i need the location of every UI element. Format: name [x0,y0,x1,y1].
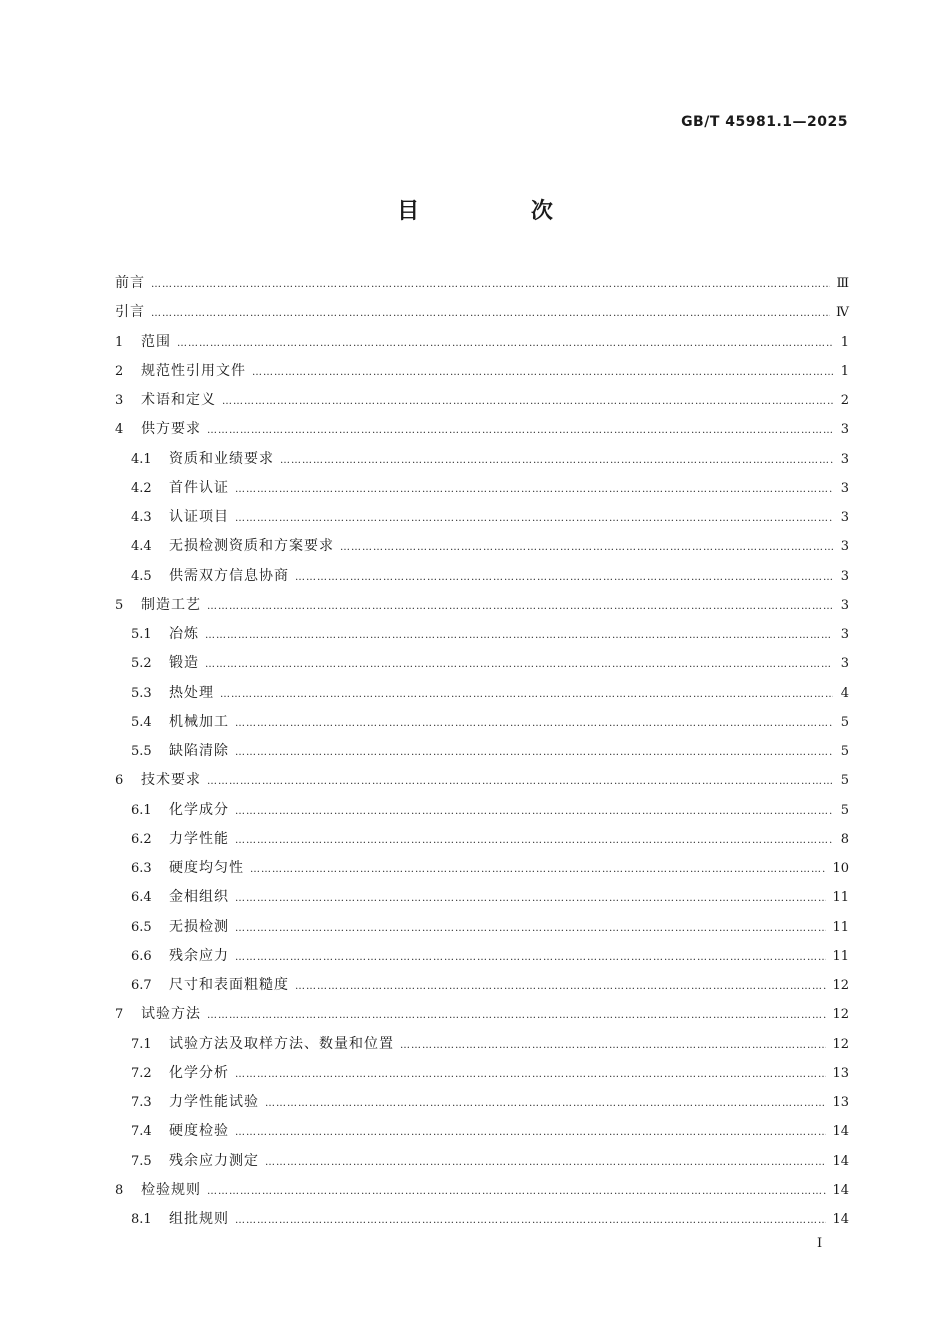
toc-entry-number: 4.3 [131,510,152,525]
toc-entry-page: 1 [840,363,849,379]
toc-entry[interactable] [115,1030,849,1059]
toc-entry-title: 试验方法及取样方法、数量和位置 [169,1035,394,1052]
toc-entry-page: 3 [840,656,849,672]
toc-entry-page: Ⅳ [836,305,849,321]
toc-entry-page: 5 [840,744,849,759]
toc-leader-dots [295,563,833,592]
toc-entry[interactable] [115,386,849,415]
toc-leader-dots [207,1001,826,1030]
toc-entry-number: 4.5 [131,568,152,584]
toc-leader-dots [205,650,833,679]
toc-entry[interactable] [115,679,849,708]
toc-leader-dots [400,1031,826,1060]
toc-leader-dots [235,1060,826,1089]
toc-entry-number: 6.1 [131,802,152,818]
toc-leader-dots [265,1089,826,1118]
toc-leader-dots [235,504,833,533]
toc-entry-title: 组批规则 [169,1211,229,1227]
toc-entry-title: 首件认证 [169,479,229,496]
toc-entry-number: 7.2 [131,1065,152,1081]
toc-entry-page: 1 [840,334,849,350]
toc-entry[interactable] [115,737,849,766]
toc-leader-dots [235,826,833,855]
toc-entry[interactable] [115,942,849,971]
toc-entry[interactable] [115,357,849,386]
toc-entry-title: 缺陷清除 [169,743,229,759]
toc-entry-title: 尺寸和表面粗糙度 [169,977,289,993]
toc-leader-dots [235,797,833,826]
toc-entry[interactable] [115,620,849,649]
toc-entry-page: 3 [840,510,849,525]
toc-entry-title: 试验方法 [141,1006,201,1023]
toc-entry-title: 冶炼 [169,626,199,642]
toc-leader-dots [235,1206,826,1235]
toc-entry[interactable] [115,825,849,854]
toc-entry-number: 6.2 [131,831,152,847]
toc-entry-page: 13 [832,1095,849,1110]
toc-entry-page: 12 [832,978,849,993]
toc-entry-title: 供需双方信息协商 [169,567,289,584]
toc-entry-number: 4.4 [131,539,152,555]
toc-leader-dots [220,680,833,709]
toc-leader-dots [265,1148,826,1177]
toc-entry-page: 11 [832,919,849,935]
toc-entry[interactable] [115,503,849,532]
toc-entry[interactable] [115,883,849,912]
toc-entry[interactable] [115,1176,849,1205]
toc-entry-number: 1 [115,334,124,350]
toc-entry-title: 残余应力测定 [169,1152,259,1169]
toc-entry-number: 4 [115,422,124,438]
toc-entry-title: 残余应力 [169,947,229,964]
toc-entry[interactable] [115,1059,849,1088]
toc-entry[interactable] [115,562,849,591]
toc-entry[interactable] [115,298,849,327]
toc-entry-page: 11 [832,948,849,964]
page-number: I [817,1236,823,1251]
toc-entry-page: 12 [832,1007,849,1023]
toc-entry[interactable] [115,1088,849,1117]
toc-entry-page: 2 [840,393,849,408]
toc-entry-title: 化学成分 [169,801,229,818]
toc-entry-number: 6.7 [131,978,152,993]
toc-entry-page: 5 [840,773,849,789]
toc-leader-dots [235,475,833,504]
toc-entry[interactable] [115,328,849,357]
toc-leader-dots [207,767,833,796]
toc-entry-title: 资质和业绩要求 [169,450,274,467]
toc-entry-title: 无损检测 [169,918,229,935]
toc-entry-title: 机械加工 [169,713,229,730]
toc-entry[interactable] [115,1147,849,1176]
toc-entry-number: 7.5 [131,1153,152,1169]
toc-entry-title: 硬度检验 [169,1123,229,1140]
toc-entry-page: 5 [840,802,849,818]
toc-entry-number: 7.3 [131,1095,152,1110]
toc-entry-number: 4.1 [131,451,152,467]
toc-entry[interactable] [115,445,849,474]
toc-entry-page: 3 [840,539,849,555]
toc-entry-page: 11 [832,890,849,906]
toc-entry-page: 10 [832,861,849,876]
toc-entry-number: 5.5 [131,744,152,759]
toc-entry-page: 3 [840,480,849,496]
toc-leader-dots [235,943,826,972]
toc-entry-page: 5 [840,714,849,730]
toc-entry-title: 制造工艺 [141,596,201,613]
toc-entry[interactable] [115,766,849,795]
toc-entry[interactable] [115,474,849,503]
toc-entry-page: 4 [840,685,849,701]
toc-leader-dots [235,738,833,767]
toc-entry-page: 3 [840,627,849,642]
toc-leader-dots [205,621,833,650]
toc-entry-page: 3 [840,568,849,584]
toc-entry-number: 5 [115,597,124,613]
toc-entry[interactable] [115,415,849,444]
toc-leader-dots [222,387,833,416]
toc-entry-number: 7 [115,1007,124,1023]
toc-entry-page: 8 [840,831,849,847]
toc-entry-title: 热处理 [169,684,214,701]
toc-entry[interactable] [115,913,849,942]
toc-entry[interactable] [115,1117,849,1146]
toc-entry[interactable] [115,971,849,1000]
toc-entry-page: 14 [832,1182,849,1198]
toc-entry-page: 14 [832,1153,849,1169]
toc-entry-number: 6.6 [131,948,152,964]
toc-leader-dots [207,1177,826,1206]
toc-entry-title: 供方要求 [141,421,201,438]
toc-entry-title: 前言 [115,275,145,291]
toc-entry-title: 引言 [115,304,145,321]
toc-entry-title: 化学分析 [169,1064,229,1081]
toc-entry[interactable] [115,796,849,825]
toc-entry-number: 5.3 [131,685,152,701]
toc-leader-dots [235,709,833,738]
toc-entry[interactable] [115,1000,849,1029]
toc-leader-dots [340,533,833,562]
toc-leader-dots [151,299,830,328]
toc-entry[interactable] [115,854,849,883]
toc-entry[interactable] [115,708,849,737]
toc-entry-number: 2 [115,363,124,379]
toc-entry-page: 3 [840,422,849,438]
toc-entry[interactable] [115,649,849,678]
toc-entry-page: 12 [832,1036,849,1052]
toc-entry-page: 14 [832,1212,849,1227]
toc-entry-number: 5.2 [131,656,152,672]
toc-entry-title: 硬度均匀性 [169,860,244,876]
toc-entry-number: 6 [115,773,124,789]
toc-entry-page: 14 [832,1124,849,1140]
toc-leader-dots [235,914,826,943]
toc-entry-number: 8 [115,1182,124,1198]
toc-entry-page: 3 [840,451,849,467]
toc-entry-number: 6.4 [131,890,152,906]
toc-entry-title: 技术要求 [141,772,201,789]
toc-entry-number: 5.1 [131,627,152,642]
toc-entry[interactable] [115,591,849,620]
toc-entry-title: 范围 [141,333,171,350]
toc-leader-dots [177,329,833,358]
toc-entry-title: 力学性能 [169,830,229,847]
toc-leader-dots [207,592,833,621]
toc-leader-dots [207,416,833,445]
toc-entry-number: 7.4 [131,1124,152,1140]
toc-entry-title: 金相组织 [169,889,229,906]
toc-leader-dots [295,972,826,1001]
toc-entry-title: 认证项目 [169,509,229,525]
toc-entry-number: 6.5 [131,919,152,935]
toc-entry[interactable] [115,1205,849,1234]
toc-leader-dots [252,358,833,387]
toc-entry[interactable] [115,532,849,561]
toc-entry-number: 7.1 [131,1036,152,1052]
toc-entry-title: 力学性能试验 [169,1094,259,1110]
toc-title: 目 次 [397,199,605,224]
toc-leader-dots [151,270,830,299]
toc-entry-title: 规范性引用文件 [141,362,246,379]
toc-entry-page: Ⅲ [836,276,849,291]
toc-leader-dots [235,884,826,913]
toc-entry-number: 8.1 [131,1212,152,1227]
toc-leader-dots [280,446,833,475]
toc-entry-title: 无损检测资质和方案要求 [169,538,334,555]
toc-entry[interactable] [115,269,849,298]
toc-entry-title: 锻造 [169,655,199,672]
toc-entry-title: 术语和定义 [141,392,216,408]
table-of-contents [115,269,849,1234]
toc-entry-number: 4.2 [131,480,152,496]
toc-entry-title: 检验规则 [141,1181,201,1198]
toc-entry-number: 3 [115,393,124,408]
toc-entry-page: 3 [840,597,849,613]
toc-entry-number: 5.4 [131,714,152,730]
toc-leader-dots [235,1118,826,1147]
toc-leader-dots [250,855,826,884]
toc-entry-page: 13 [832,1065,849,1081]
standard-code: GB/T 45981.1—2025 [681,114,848,130]
toc-entry-number: 6.3 [131,861,152,876]
